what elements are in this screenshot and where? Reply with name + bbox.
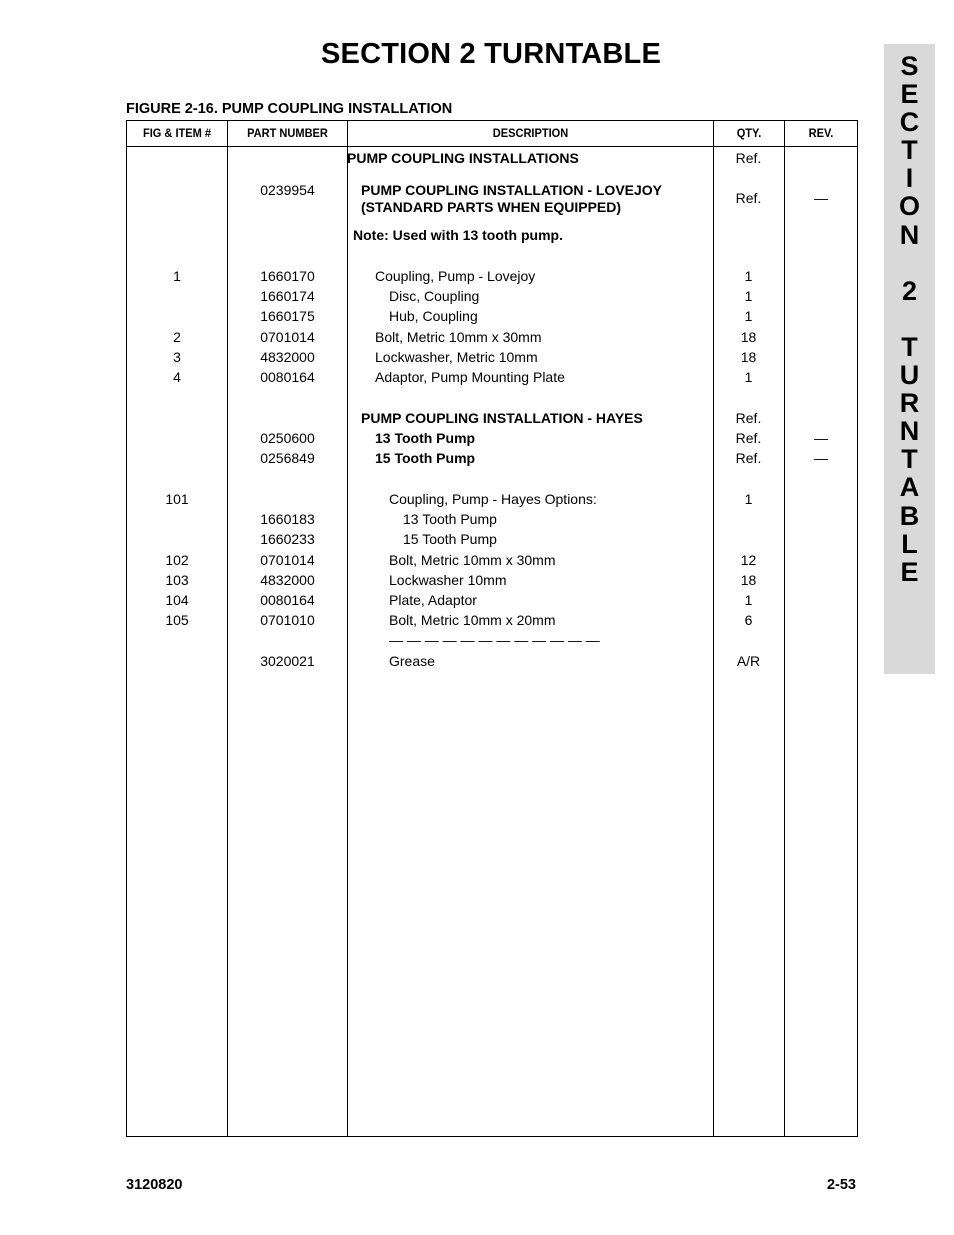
side-tab-letter: N [899,416,920,447]
qty-cell: 18 [740,349,757,365]
table-row [127,328,857,346]
header-rev: REV. [808,126,834,140]
part-number-cell: 4832000 [260,572,315,588]
qty-cell: 1 [744,491,753,507]
description-cell-line2: (STANDARD PARTS WHEN EQUIPPED) [361,199,622,215]
side-tab-letter: E [900,79,919,110]
side-tab-letter: R [899,388,920,419]
section-side-tab [884,44,935,674]
table-row [127,226,857,244]
description-cell: 15 Tooth Pump [375,450,476,466]
rev-cell: — [814,430,828,446]
part-number-cell: 0080164 [260,369,315,385]
side-tab-letter: U [899,360,920,391]
part-number-cell: 1660170 [260,268,315,284]
description-cell: Adaptor, Pump Mounting Plate [375,369,565,385]
side-tab-letter: 2 [901,275,918,306]
table-row [127,530,857,548]
side-tab-letter: L [901,528,918,559]
description-cell: Bolt, Metric 10mm x 20mm [389,612,556,628]
part-number-cell: 3020021 [260,653,315,669]
description-cell: 13 Tooth Pump [403,511,497,527]
side-tab-letter: A [899,472,920,503]
description-cell: PUMP COUPLING INSTALLATIONS [347,150,579,166]
parts-table [126,120,858,1137]
description-cell: — — — — — — — — — — — — [389,632,600,648]
qty-cell: Ref. [735,150,762,166]
section-title: SECTION 2 TURNTABLE [321,38,661,70]
description-cell: Bolt, Metric 10mm x 30mm [389,552,556,568]
table-row [127,510,857,528]
qty-cell: Ref. [735,450,762,466]
fig-item-cell: 2 [173,329,181,345]
part-number-cell: 4832000 [260,349,315,365]
fig-item-cell: 105 [165,612,189,628]
qty-cell: 1 [744,308,753,324]
table-row [127,551,857,569]
qty-cell: 6 [744,612,753,628]
description-cell: Grease [389,653,435,669]
table-row [127,348,857,366]
table-row [127,490,857,508]
qty-cell: 1 [744,369,753,385]
side-tab-letter: N [899,219,920,250]
footer-doc-number: 3120820 [126,1177,183,1193]
qty-cell: Ref. [735,190,762,206]
description-cell: Lockwasher, Metric 10mm [375,349,538,365]
qty-cell: 18 [740,329,757,345]
side-tab-letter: I [905,163,914,194]
side-tab-letter: B [899,500,920,531]
qty-cell: 1 [744,288,753,304]
footer-page-number: 2-53 [826,1177,856,1193]
header-fig-item: FIG & ITEM # [142,126,212,140]
description-cell: Disc, Coupling [389,288,480,304]
side-tab-letter: C [899,107,920,138]
fig-item-cell: 4 [173,369,181,385]
rev-cell: — [814,450,828,466]
part-number-cell: 0701014 [260,552,315,568]
table-row [127,631,857,649]
description-cell: Coupling, Pump - Lovejoy [375,268,536,284]
side-tab-letter: O [898,191,920,222]
header-qty: QTY. [736,126,762,140]
fig-item-cell: 1 [173,268,181,284]
side-tab-letter: E [900,556,919,587]
fig-item-cell: 103 [165,572,189,588]
side-tab-letter: T [901,331,918,362]
table-row [127,149,857,167]
table-row [127,287,857,305]
table-row [127,267,857,285]
part-number-cell: 1660183 [260,511,315,527]
part-number-cell: 0701014 [260,329,315,345]
description-cell: 13 Tooth Pump [375,430,476,446]
fig-item-cell: 101 [165,491,189,507]
side-tab-letter: T [901,444,918,475]
description-cell: Plate, Adaptor [389,592,477,608]
table-row [127,611,857,629]
qty-cell: 1 [744,592,753,608]
description-cell: Hub, Coupling [389,308,478,324]
fig-item-cell: 102 [165,552,189,568]
table-row [127,571,857,589]
fig-item-cell: 104 [165,592,189,608]
description-cell: Bolt, Metric 10mm x 30mm [375,329,542,345]
table-row [127,181,857,215]
part-number-cell: 0080164 [260,592,315,608]
qty-cell: A/R [736,653,761,669]
description-cell: Coupling, Pump - Hayes Options: [389,491,597,507]
qty-cell: 12 [740,552,757,568]
table-row [127,652,857,670]
description-cell: 15 Tooth Pump [403,531,497,547]
side-tab-letter: T [901,135,918,166]
qty-cell: Ref. [735,430,762,446]
table-row [127,449,857,467]
description-cell: Lockwasher 10mm [389,572,507,588]
part-number-cell: 1660174 [260,288,315,304]
part-number-cell: 1660233 [260,531,315,547]
fig-item-cell: 3 [173,349,181,365]
table-row [127,409,857,427]
description-cell: Note: Used with 13 tooth pump. [353,227,563,243]
description-cell: PUMP COUPLING INSTALLATION - HAYES [361,410,643,426]
table-row [127,591,857,609]
side-tab-letter: S [900,51,919,81]
side-tab-letters [884,52,935,586]
qty-cell: 1 [744,268,753,284]
part-number-cell: 0701010 [260,612,315,628]
table-row [127,429,857,447]
part-number-cell: 0239954 [260,182,315,198]
table-row [127,368,857,386]
figure-title: FIGURE 2-16. PUMP COUPLING INSTALLATION [126,101,453,117]
part-number-cell: 1660175 [260,308,315,324]
header-divider [127,146,857,147]
table-row [127,307,857,325]
header-part-number: PART NUMBER [247,126,328,140]
rev-cell: — [814,190,828,206]
qty-cell: Ref. [735,410,762,426]
qty-cell: 18 [740,572,757,588]
part-number-cell: 0250600 [260,430,315,446]
part-number-cell: 0256849 [260,450,315,466]
description-cell: PUMP COUPLING INSTALLATION - LOVEJOY [361,182,663,198]
header-description: DESCRIPTION [492,126,569,140]
